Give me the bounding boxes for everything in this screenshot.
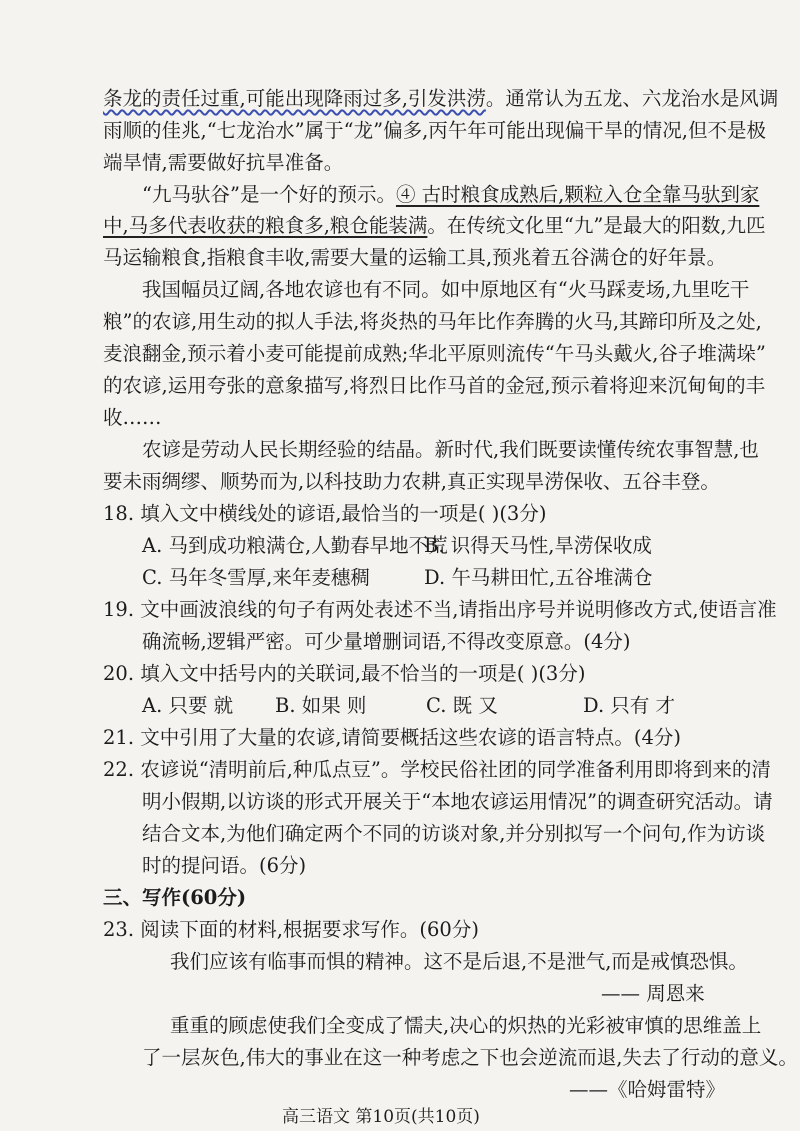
- passage-line: 要未雨绸缪、顺势而为,以科技助力农耕,真正实现旱涝保收、五谷丰登。: [103, 470, 720, 493]
- passage-line: 麦浪翻金,预示着小麦可能提前成熟;华北平原则流传“午马头戴火,谷子堆满垛”: [103, 342, 766, 365]
- question-19-cont: 确流畅,逻辑严密。可少量增删词语,不得改变原意。(4分): [142, 630, 631, 653]
- passage-line: 粮”的农谚,用生动的拟人手法,将炎热的马年比作奔腾的火马,其蹄印所及之处,: [103, 310, 762, 333]
- quote-source-hamlet: ——《哈姆雷特》: [569, 1078, 726, 1101]
- question-20: 20. 填入文中括号内的关联词,最不恰当的一项是( )(3分): [103, 662, 586, 685]
- passage-line: 雨顺的佳兆,“七龙治水”属于“龙”偏多,丙午年可能出现偏干旱的情况,但不是极: [103, 119, 766, 142]
- question-22-cont: 明小假期,以访谈的形式开展关于“本地农谚运用情况”的调查研究活动。请: [142, 790, 773, 813]
- question-19: 19. 文中画波浪线的句子有两处表述不当,请指出序号并说明修改方式,使语言准: [103, 598, 777, 621]
- passage-line: 的农谚,运用夸张的意象描写,将烈日比作马首的金冠,预示着将迎来沉甸甸的丰: [103, 374, 766, 397]
- quote-source-zhou-enlai: —— 周恩来: [601, 982, 705, 1005]
- passage-line: 我国幅员辽阔,各地农谚也有不同。如中原地区有“火马踩麦场,九里吃干: [142, 278, 750, 301]
- passage-line: 端旱情,需要做好抗旱准备。: [103, 151, 344, 174]
- passage-line: “九马驮谷”是一个好的预示。④ 古时粮食成熟后,颗粒入仓全靠马驮到家: [142, 183, 760, 206]
- underlined-sentence: ④ 古时粮食成熟后,颗粒入仓全靠马驮到家: [395, 183, 760, 206]
- option-20-a: A. 只要 就: [142, 694, 234, 717]
- question-22: 22. 农谚说“清明前后,种瓜点豆”。学校民俗社团的同学准备利用即将到来的清: [103, 758, 771, 781]
- option-20-b: B. 如果 则: [275, 694, 367, 717]
- passage-line: 中,马多代表收获的粮食多,粮仓能装满。在传统文化里“九”是最大的阳数,九匹: [103, 214, 766, 237]
- question-18: 18. 填入文中横线处的谚语,最恰当的一项是( )(3分): [103, 502, 547, 525]
- option-20-d: D. 只有 才: [583, 694, 676, 717]
- option-18-a: A. 马到成功粮满仓,人勤春早地不荒: [142, 534, 448, 557]
- passage-line: 马运输粮食,指粮食丰收,需要大量的运输工具,预兆着五谷满仓的好年景。: [103, 246, 727, 269]
- page-footer: 高三语文 第10页(共10页): [282, 1107, 480, 1127]
- option-18-c: C. 马年冬雪厚,来年麦穗稠: [142, 566, 370, 589]
- option-20-c: C. 既 又: [426, 694, 498, 717]
- underlined-sentence: 中,马多代表收获的粮食多,粮仓能装满: [103, 214, 428, 237]
- question-23: 23. 阅读下面的材料,根据要求写作。(60分): [103, 918, 479, 941]
- section-title-writing: 三、写作(60分): [103, 886, 247, 909]
- passage-line: 农谚是劳动人民长期经验的结晶。新时代,我们既要读懂传统农事智慧,也: [142, 438, 759, 461]
- quote-zhou-enlai: 我们应该有临事而惧的精神。这不是后退,不是泄气,而是戒慎恐惧。: [170, 950, 748, 973]
- question-22-cont: 结合文本,为他们确定两个不同的访谈对象,并分别拟写一个问句,作为访谈: [142, 822, 766, 845]
- passage-line: 条龙的责任过重,可能出现降雨过多,引发洪涝。通常认为五龙、六龙治水是风调: [103, 87, 779, 110]
- wavy-underlined-sentence: 条龙的责任过重,可能出现降雨过多,引发洪涝: [103, 87, 486, 110]
- option-18-b: B. 识得天马性,旱涝保收成: [424, 534, 652, 557]
- quote-hamlet-cont: 了一层灰色,伟大的事业在这一种考虑之下也会逆流而退,失去了行动的意义。: [142, 1046, 798, 1069]
- question-21: 21. 文中引用了大量的农谚,请简要概括这些农谚的语言特点。(4分): [103, 726, 682, 749]
- option-18-d: D. 午马耕田忙,五谷堆满仓: [424, 566, 653, 589]
- passage-line: 收……: [103, 406, 162, 429]
- question-22-cont: 时的提问语。(6分): [142, 854, 307, 877]
- quote-hamlet: 重重的顾虑使我们全变成了懦夫,决心的炽热的光彩被审慎的思维盖上: [170, 1014, 762, 1037]
